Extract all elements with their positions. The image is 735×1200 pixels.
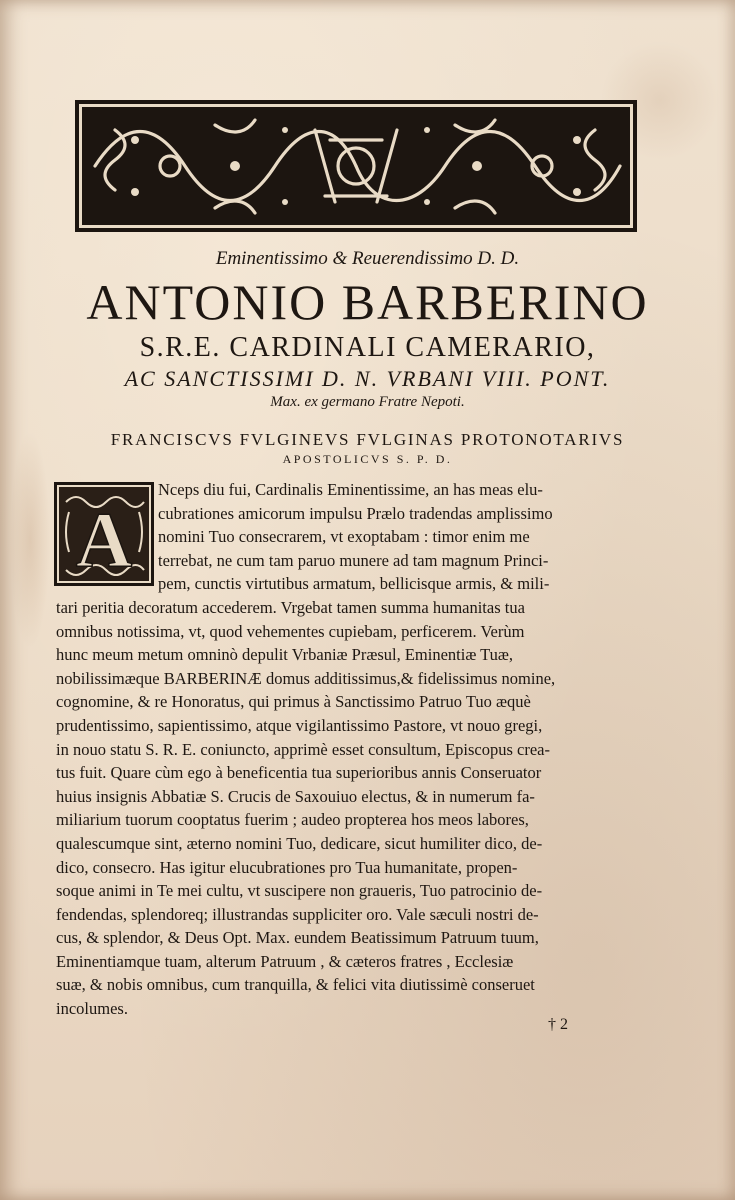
dedicatee-title: S.R.E. CARDINALI CAMERARIO, [139,332,596,363]
initial-letter: A [75,496,133,583]
body-line: omnibus notissima, vt, quod vehementes cupiebam, perficerem. Verùm [56,621,525,641]
body-line: cus, & splendor, & Deus Opt. Max. eundem Beatissimum Patruum tuum, [56,928,539,948]
body-line: tus fuit. Quare cùm ego à beneficentia tua superioribus annis Conseruator [56,763,542,783]
ornamental-headpiece [75,100,637,232]
body-line: cubrationes amicorum impulsu Prælo tradendas amplissimo [158,503,553,523]
body-line: cognomine, & re Honoratus, qui primus à Sanctissimo Patruo Tuo æquè [56,692,531,712]
body-line: Nceps diu fui, Cardinalis Eminentissime, an has meas elu- [158,480,543,499]
body-line: dico, consecro. Has igitur elucubrationes pro Tua humanitate, propen- [56,857,518,877]
dedication-line: Eminentissimo & Reuerendissimo D. D. [215,248,520,269]
body-line: incolumes. [56,999,128,1019]
body-line: miliarium tuorum cooptatus fuerim ; audeo propterea hos meos labores, [56,810,529,830]
body-line: nomini Tuo consecrarem, vt exoptabam : timor enim me [158,527,530,547]
dedicatee-subtitle-2: Max. ex germano Fratre Nepoti. [270,394,465,410]
body-line: huius insignis Abbatiæ S. Crucis de Saxouiuo electus, & in numerum fa- [56,786,535,806]
body-line: fendendas, splendoreq; illustrandas suppliciter oro. Vale sæculi nostri de- [56,904,539,924]
body-line: tari peritia decoratum accederem. Vrgebat tamen summa humanitas tua [56,597,525,617]
dedicatee-name: ANTONIO BARBERINO [86,274,649,330]
signature-mark: † 2 [548,1016,568,1033]
body-line: nobilissimæque BARBERINÆ domus additissimus,& fidelissimus nomine, [56,668,556,688]
author-line-2: APOSTOLICVS S. P. D. [282,452,453,466]
dedicatee-subtitle-1: AC SANCTISSIMI D. N. VRBANI VIII. PONT. [124,366,611,391]
body-line: qualescumque sint, æterno nomini Tuo, dedicare, sicut humiliter dico, de- [56,833,543,853]
body-line: Eminentiamque tuam, alterum Patruum , & cæteros fratres , Ecclesiæ [56,951,514,971]
body-line: terrebat, ne cum tam paruo munere ad tam magnum Princi- [158,550,549,570]
body-line: soque animi in Te mei cultu, vt suscipere non graueris, Tuo patrocinio de- [56,881,543,901]
body-line: pem, cunctis virtutibus armatum, bellicisque armis, & mili- [158,574,550,594]
body-line: in nouo statu S. R. E. coniuncto, apprimè esset consultum, Episcopus crea- [56,739,550,759]
body-line: suæ, & nobis omnibus, cum tranquilla, & felici vita diutissimè conseruet [56,975,535,995]
body-line: prudentissimo, sapientissimo, atque vigilantissimo Pastore, vt nouo gregi, [56,715,543,735]
author-line-1: FRANCISCVS FVLGINEVS FVLGINAS PROTONOTARIVS [110,430,625,449]
body-line: hunc meum metum omninò depulit Vrbaniæ Præsul, Eminentiæ Tuæ, [56,645,514,665]
dedication-body [56,478,656,1021]
